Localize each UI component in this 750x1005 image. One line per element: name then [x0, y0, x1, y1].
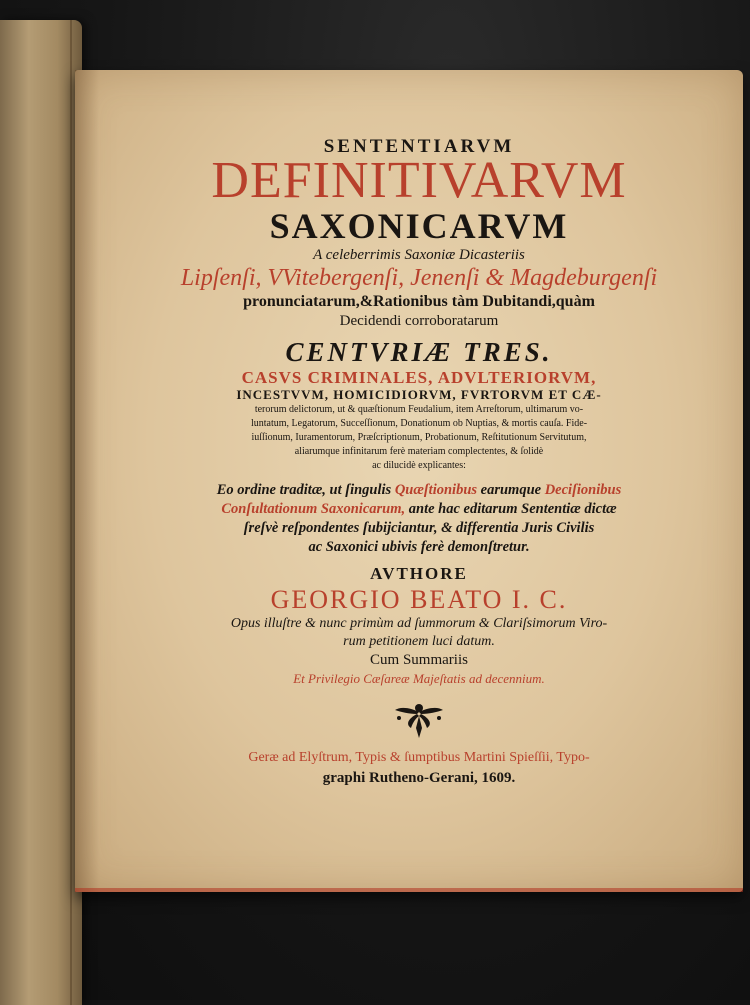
imprint-printer: graphi Rutheno-Gerani, 1609. — [322, 770, 516, 786]
consultationum-text-b: ante hac editarum Sententiæ dictæ — [405, 501, 617, 517]
subtitle-pronunciatarum: pronunciatarum,&Rationibus tàm Dubitandi,quàm — [243, 293, 595, 310]
floral-fleuron-icon — [389, 698, 449, 740]
book-cover-edge — [0, 20, 82, 1005]
author-name: GEORGIO BEATO I. C. — [270, 585, 568, 614]
body-line-15: ac dilucidè explicantes: — [372, 460, 466, 471]
ordine-text-a: Eo ordine traditæ, ut ſingulis — [216, 482, 395, 498]
title-page — [75, 70, 743, 892]
body-line-11: terorum delictorum, ut & quæſtionum Feudalium, item Arreſtorum, ultimarum vo- — [254, 404, 584, 415]
body-line-14: aliarumque infinitarum ferè materiam complectentes, & ſolidè — [294, 446, 544, 457]
title-line-2: DEFINITIVARVM — [211, 152, 627, 209]
title-page-text — [115, 136, 723, 788]
cum-summariis: Cum Summariis — [370, 652, 468, 668]
consultationum-text-a: Conſultationum Saxonicarum, — [221, 501, 406, 517]
title-line-1: SENTENTIARVM — [323, 136, 515, 157]
ordine-text-c: earumque — [477, 482, 545, 498]
authore-label: AVTHORE — [370, 564, 468, 583]
ordine-text-d: Deciſionibus — [544, 482, 622, 498]
centuriae-tres: CENTVRIÆ TRES. — [285, 337, 553, 367]
opus-line: Opus illuſtre & nunc primùm ad ſummorum & Clariſsimorum Viro- — [230, 616, 608, 631]
ordine-text-b: Quæſtionibus — [394, 482, 478, 498]
respondentes-line: ſreſvè reſpondentes ſubijciantur, & differentia Juris Civilis — [243, 520, 595, 536]
subtitle-cities: Lipſenſi, VVitebergenſi, Jenenſi & Magdeburgenſi — [180, 265, 658, 291]
petitionem-line: rum petitionem luci datum. — [343, 634, 495, 649]
incestuum-line: INCESTVVM, HOMICIDIORVM, FVRTORVM ET CÆ- — [236, 387, 602, 402]
casus-criminales: CASVS CRIMINALES, ADVLTERIORVM, — [241, 368, 597, 387]
saxonici-line: ac Saxonici ubivis ferè demonſtretur. — [308, 539, 530, 555]
consultationum-line — [115, 500, 723, 519]
subtitle-courts: A celeberrimis Saxoniæ Dicasteriis — [313, 247, 525, 263]
body-line-12: luntatum, Legatorum, Succeſſionum, Donationum ob Nuptias, & mortis cauſa. Fide- — [250, 418, 588, 429]
imprint-place: Geræ ad Elyſtrum, Typis & ſumptibus Martini Spieſſii, Typo- — [248, 750, 590, 765]
ordine-line — [115, 481, 723, 500]
body-line-13: iuſſionum, Iuramentorum, Præſcriptionum, Probationum, Reſtitutionum Servitutum, — [251, 432, 587, 443]
privilegio-line: Et Privilegio Cæſareæ Majeſtatis ad decennium. — [293, 671, 545, 686]
subtitle-decidendi: Decidendi corroboratarum — [339, 313, 499, 329]
title-line-3: SAXONICARVM — [269, 206, 569, 246]
